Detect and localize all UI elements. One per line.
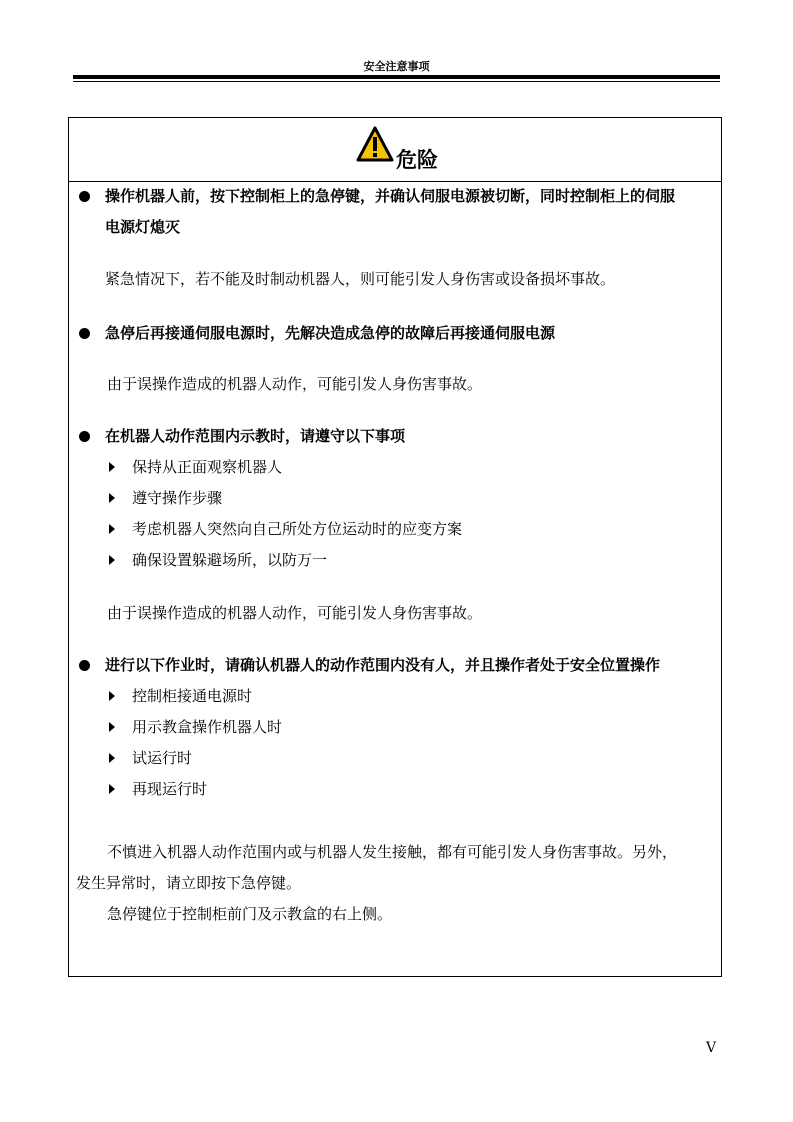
s3-item: 保持从正面观察机器人	[132, 458, 283, 476]
bullet-dot	[79, 660, 90, 671]
s1-bold-line1: 操作机器人前，按下控制柜上的急停键，并确认伺服电源被切断，同时控制柜上的伺服	[105, 187, 676, 205]
page-header-title: 安全注意事项	[363, 60, 430, 73]
warning-triangle-icon	[356, 126, 394, 162]
s3-item: 遵守操作步骤	[132, 489, 223, 507]
s2-bold: 急停后再接通伺服电源时，先解决造成急停的故障后再接通伺服电源	[105, 324, 556, 342]
s4-item: 再现运行时	[132, 780, 208, 798]
s3-note: 由于误操作造成的机器人动作，可能引发人身伤害事故。	[107, 604, 483, 622]
arrow-bullet-icon	[109, 784, 115, 794]
s2-note: 由于误操作造成的机器人动作，可能引发人身伤害事故。	[107, 375, 483, 393]
s3-item: 考虑机器人突然向自己所处方位运动时的应变方案	[132, 520, 463, 538]
arrow-bullet-icon	[109, 691, 115, 701]
s4-item: 控制柜接通电源时	[132, 687, 253, 705]
s1-note: 紧急情况下，若不能及时制动机器人，则可能引发人身伤害或设备损坏事故。	[105, 270, 616, 288]
arrow-bullet-icon	[109, 753, 115, 763]
header-rule-thin	[73, 81, 720, 82]
bullet-dot	[79, 328, 90, 339]
s4-item: 试运行时	[132, 749, 193, 767]
arrow-bullet-icon	[109, 555, 115, 565]
s3-item: 确保设置躲避场所，以防万一	[132, 551, 328, 569]
danger-header	[69, 118, 721, 182]
arrow-bullet-icon	[109, 493, 115, 503]
bullet-dot	[79, 191, 90, 202]
s3-bold: 在机器人动作范围内示教时，请遵守以下事项	[105, 427, 406, 445]
closing-line1: 不慎进入机器人动作范围内或与机器人发生接触，都有可能引发人身伤害事故。另外，	[107, 843, 678, 861]
s4-item: 用示教盒操作机器人时	[132, 718, 283, 736]
s1-bold-line2: 电源灯熄灭	[105, 218, 181, 236]
danger-label: 危险	[396, 148, 438, 172]
bullet-dot	[79, 431, 90, 442]
arrow-bullet-icon	[109, 462, 115, 472]
s4-bold: 进行以下作业时，请确认机器人的动作范围内没有人，并且操作者处于安全位置操作	[105, 656, 661, 674]
closing-line3: 急停键位于控制柜前门及示教盒的右上侧。	[107, 905, 393, 923]
arrow-bullet-icon	[109, 524, 115, 534]
closing-line2: 发生异常时，请立即按下急停键。	[76, 874, 302, 892]
danger-notice-box	[68, 117, 722, 977]
page-number: V	[706, 1040, 717, 1056]
arrow-bullet-icon	[109, 722, 115, 732]
header-rule-thick	[73, 75, 720, 79]
